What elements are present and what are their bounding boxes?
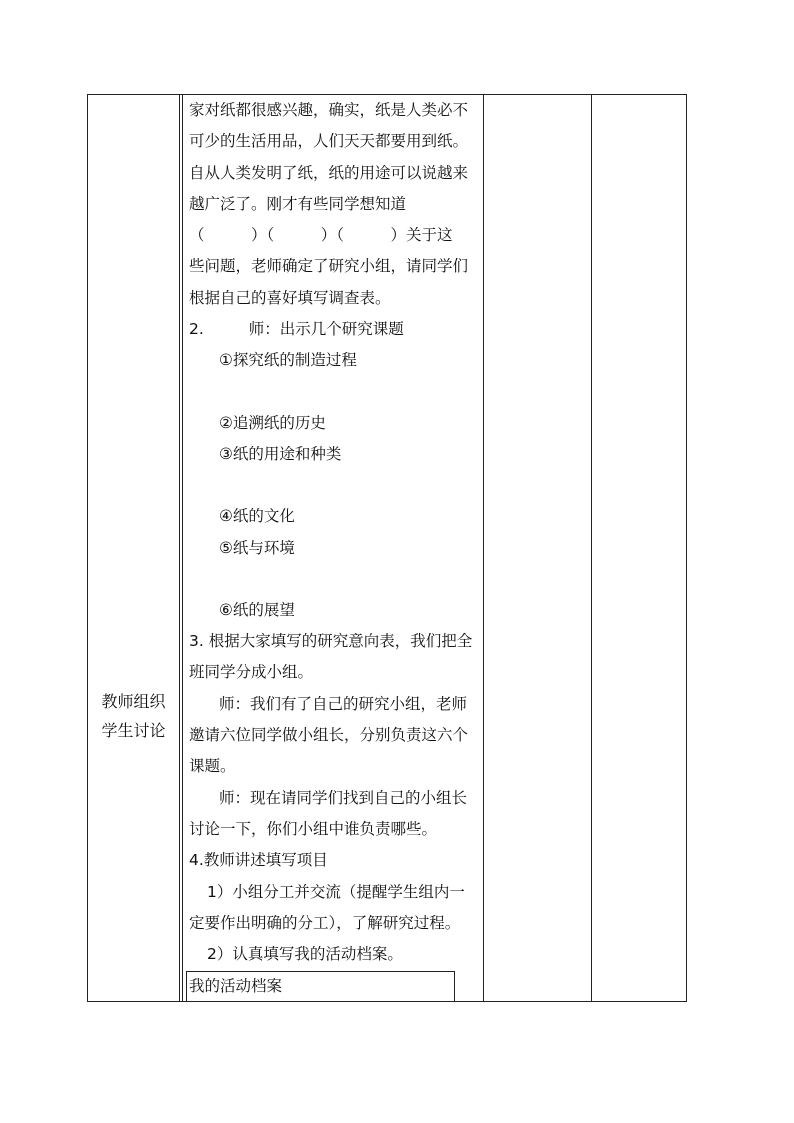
activity-record-box [186, 971, 455, 1002]
sub-item-line: 2）认真填写我的活动档案。 [207, 945, 403, 964]
teacher-line: 讨论一下，你们小组中谁负责哪些。 [189, 819, 438, 838]
content-line: 家对纸都很感兴趣，确实，纸是人类必不 [189, 101, 469, 119]
item-3-line: 班同学分成小组。 [189, 663, 314, 682]
topic-item: ⑥纸的展望 [219, 600, 295, 619]
sub-item-line: 定要作出明确的分工），了解研究过程。 [189, 913, 461, 932]
teacher-line: 师：我们有了自己的研究小组，老师 [219, 694, 468, 713]
item-4: 4.教师讲述填写项目 [189, 851, 328, 870]
content-line: 些问题，老师确定了研究小组，请同学们 [189, 257, 469, 276]
content-line: 越广泛了。刚才有些同学想知道 [189, 194, 407, 213]
content-line: 自从人类发明了纸，纸的用途可以说越来 [189, 163, 469, 182]
content-cell [189, 95, 479, 970]
column-divider [483, 95, 484, 1001]
content-line: 根据自己的喜好填写调查表。 [189, 288, 391, 307]
topic-item: ⑤纸与环境 [219, 538, 295, 557]
activity-label-line2: 学生讨论 [101, 721, 166, 740]
topic-item: ③纸的用途和种类 [219, 444, 342, 463]
teacher-line: 师：现在请同学们找到自己的小组长 [219, 788, 468, 807]
topic-item: ①探究纸的制造过程 [219, 351, 357, 370]
content-line: 可少的生活用品，人们天天都要用到纸。 [189, 132, 469, 151]
teacher-line: 课题。 [189, 757, 236, 776]
activity-cell [88, 687, 179, 745]
activity-record-label: 我的活动档案 [189, 977, 283, 995]
topic-item: ②追溯纸的历史 [219, 413, 326, 432]
item-3-line: 3. 根据大家填写的研究意向表，我们把全 [189, 632, 473, 651]
column-divider [182, 95, 183, 1001]
item-2 [189, 314, 479, 345]
activity-label-line1: 教师组织 [101, 692, 166, 711]
content-line: （ ）（ ）（ ）关于这 [189, 226, 453, 245]
teacher-line: 邀请六位同学做小组长，分别负责这六个 [189, 726, 469, 745]
column-divider [179, 95, 180, 1001]
topic-item: ④纸的文化 [219, 507, 295, 526]
sub-item-line: 1）小组分工并交流（提醒学生组内一 [207, 882, 465, 901]
item-2-number: 2. [189, 320, 204, 339]
lesson-table [87, 94, 687, 1002]
item-2-text: 师：出示几个研究课题 [248, 320, 404, 339]
column-divider [591, 95, 592, 1001]
